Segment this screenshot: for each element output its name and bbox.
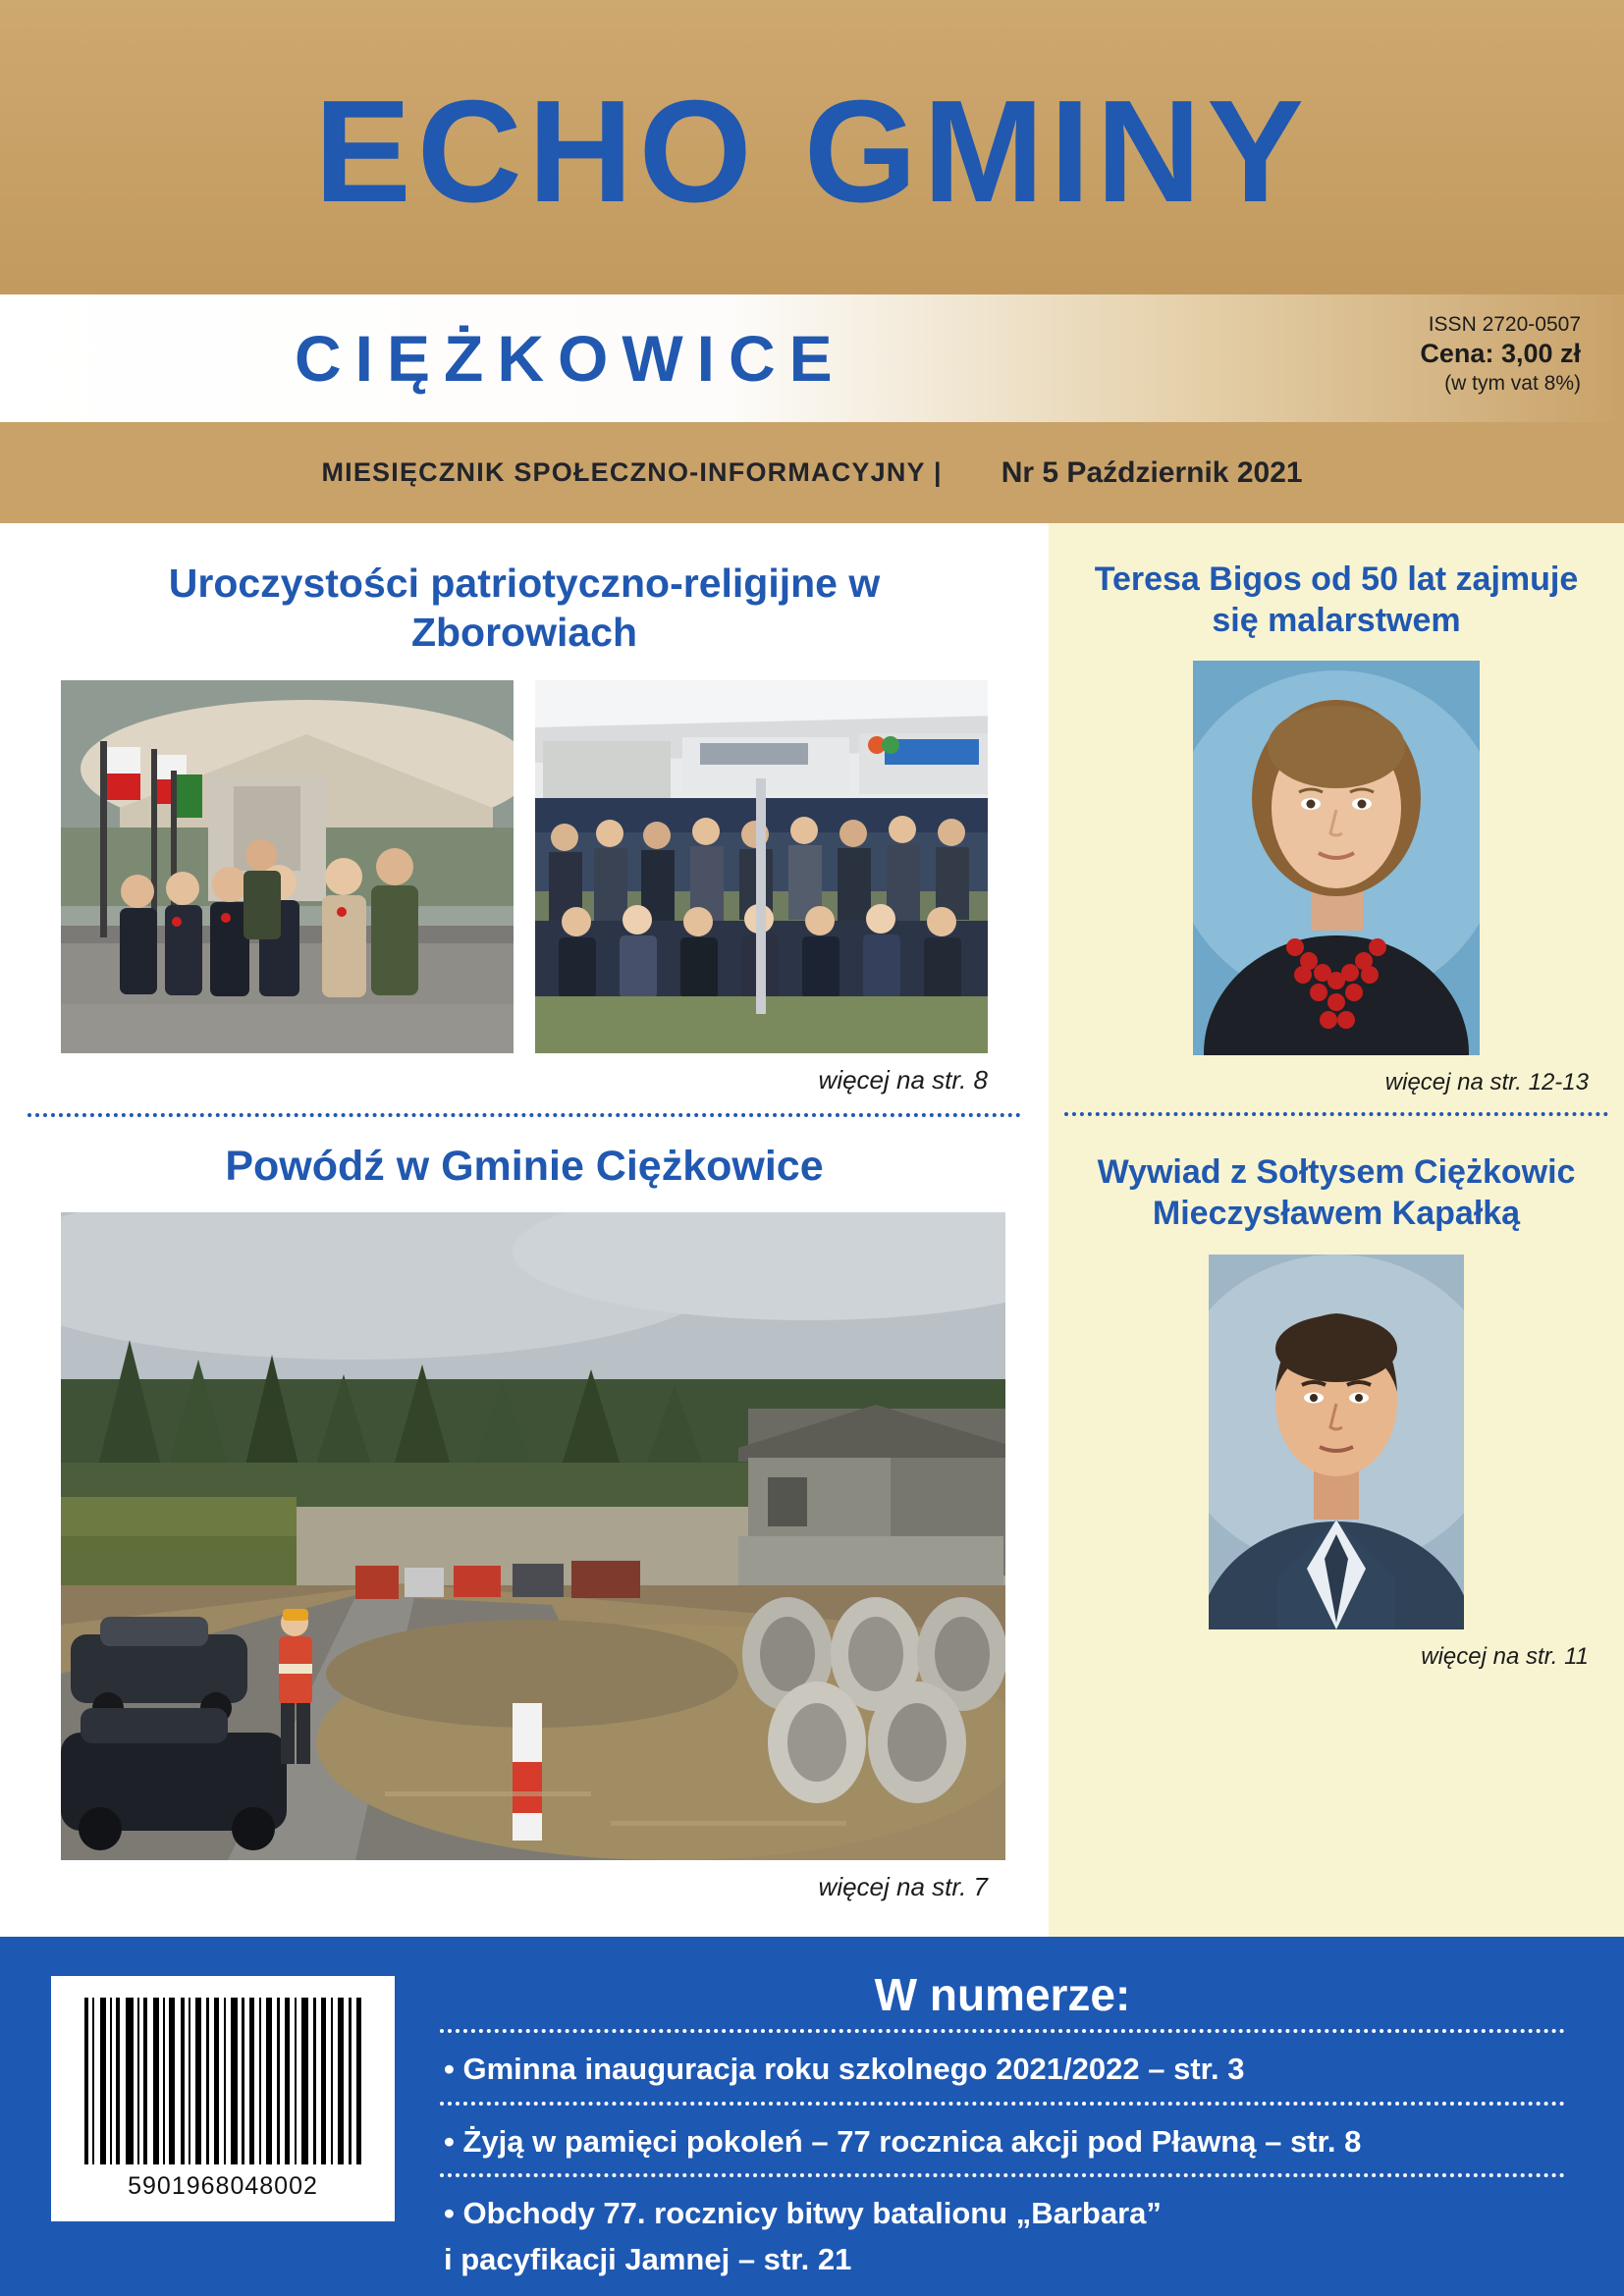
barcode [51,1976,395,2221]
portrait-1-wrap [1049,641,1624,1055]
sidebar-article-2-title: Wywiad z Sołtysem Ciężkowic Mieczysławem Kapałką [1097,1153,1576,1233]
price-text: Cena: 3,00 zł [1420,339,1581,369]
sidebar-article-2-more-link[interactable]: więcej na str. 11 [1421,1642,1589,1670]
flood-photo [61,1212,1005,1860]
masthead [0,0,1624,523]
toc-item[interactable]: • Gminna inauguracja roku szkolnego 2021/2022 – str. 3 [444,2052,1245,2086]
lead-more-link[interactable]: więcej na str. 8 [818,1065,988,1095]
periodical-type: MIESIĘCZNIK SPOŁECZNO-INFORMACYJNY | [321,457,943,487]
sidebar-article-1-title: Teresa Bigos od 50 lat zajmuje się malarstwem [1094,561,1579,640]
issue-number: Nr 5 Październik 2021 [1001,455,1303,489]
flood-photo-wrap [0,1191,1049,1860]
toc-title: W numerze: [874,1969,1131,2020]
masthead-top-band [0,0,1624,294]
sidebar-article-1-more-link[interactable]: więcej na str. 12-13 [1384,1069,1589,1096]
flood-more-link[interactable]: więcej na str. 7 [818,1872,988,1902]
masthead-subtitle-band [0,294,1624,422]
crowd-photo [535,680,988,1053]
portrait-mieczyslaw-kapalka [1209,1255,1464,1629]
toc-item[interactable]: • Żyją w pamięci pokoleń – 77 rocznica akcji pod Pławną – str. 8 [444,2123,1362,2159]
toc-divider-3 [440,2173,1565,2177]
cover-content [0,523,1624,1937]
vat-text: (w tym vat 8%) [1444,372,1581,395]
barcode-number: 5901968048002 [128,2171,318,2200]
lead-photo-row [0,657,1049,1053]
issn-price-block [1420,312,1581,397]
toc-divider-2 [440,2102,1565,2106]
footer-toc [0,1937,1624,2296]
toc-item-continued[interactable]: i pacyfikacji Jamnej – str. 21 [444,2242,852,2277]
toc-divider-1 [440,2029,1565,2033]
lead-article-title: Uroczystości patriotyczno-religijne w Zborowiach [168,561,881,656]
issn-text: ISSN 2720-0507 [1428,313,1581,336]
toc-item[interactable]: • Obchody 77. rocznicy bitwy batalionu „Barbara” [444,2196,1162,2231]
left-column [0,523,1049,1937]
flood-article-title: Powódź w Gminie Ciężkowice [225,1143,824,1191]
portrait-2-wrap [1049,1235,1624,1629]
right-column [1049,523,1624,1937]
barcode-bars [81,1998,365,2164]
portrait-teresa-bigos [1193,661,1480,1055]
page-title: ECHO GMINY [314,71,1310,233]
masthead-subtitle: CIĘŻKOWICE [295,322,846,395]
toc-block [395,1937,1624,2286]
ceremony-photo [61,680,514,1053]
masthead-info-band [0,422,1624,523]
